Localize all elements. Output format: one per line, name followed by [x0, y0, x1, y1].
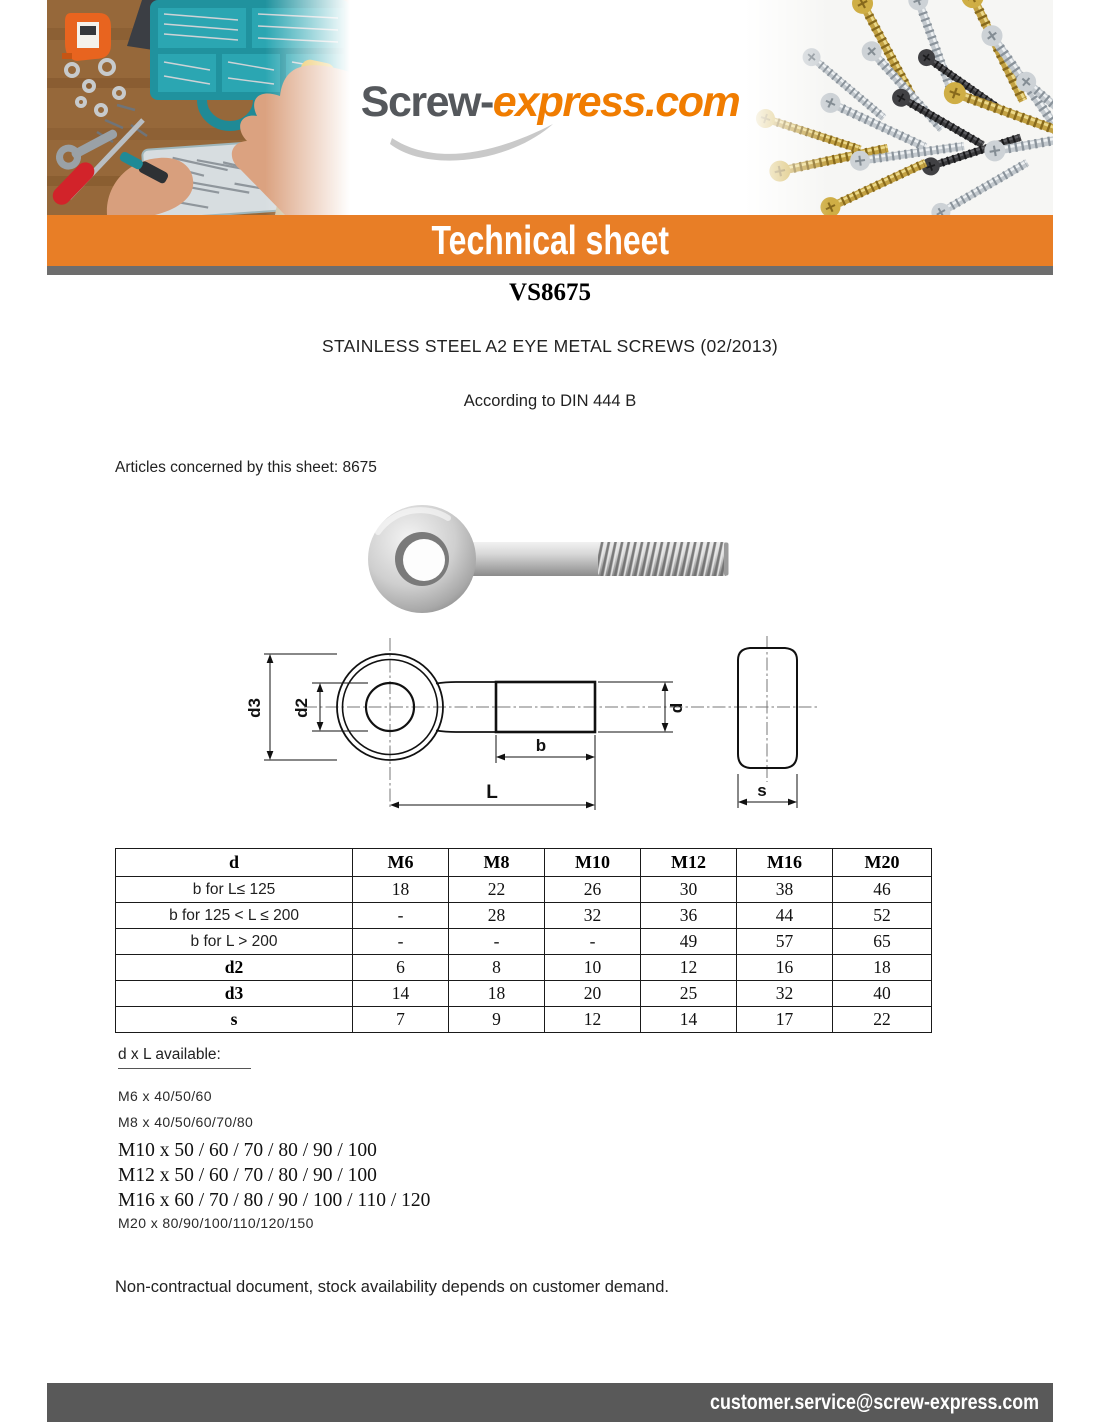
table-row: [116, 981, 932, 1007]
table-row: [116, 955, 932, 981]
table-cell: 14: [641, 1007, 737, 1033]
dimension-table-body: [116, 877, 932, 1033]
table-header-cell: M16: [737, 849, 833, 877]
table-cell: 8: [449, 955, 545, 981]
table-cell: 18: [353, 877, 449, 903]
articles-line: Articles concerned by this sheet: 8675: [115, 459, 377, 476]
standard-reference: According to DIN 444 B: [463, 392, 637, 410]
table-header-cell: M6: [353, 849, 449, 877]
table-cell: 26: [545, 877, 641, 903]
availability-item: M20 x 80/90/100/110/120/150: [118, 1215, 314, 1231]
table-cell: 14: [353, 981, 449, 1007]
table-header-cell: M8: [449, 849, 545, 877]
availability-item: M10 x 50 / 60 / 70 / 80 / 90 / 100: [118, 1140, 377, 1161]
table-cell: 32: [545, 903, 641, 929]
dim-label-d3: d3: [245, 698, 264, 718]
row-label-cell: b for L≤ 125: [116, 877, 353, 903]
logo-text-suffix: express.com: [492, 78, 740, 126]
table-cell: 22: [833, 1007, 932, 1033]
dim-label-d: d: [667, 702, 686, 714]
contact-email-link[interactable]: customer.service@screw-express.com: [710, 1390, 1039, 1414]
dimension-table-head: [116, 849, 932, 877]
banner-title: Technical sheet: [431, 217, 669, 263]
row-label-cell: b for 125 < L ≤ 200: [116, 903, 353, 929]
banner-divider: [47, 266, 1053, 275]
table-cell: 40: [833, 981, 932, 1007]
table-cell: 57: [737, 929, 833, 955]
footer-bar: [47, 1383, 1053, 1422]
eye-bolt-photo: [350, 500, 740, 623]
table-row: [116, 903, 932, 929]
document-code: VS8675: [509, 279, 591, 306]
table-cell: 22: [449, 877, 545, 903]
table-cell: 12: [641, 955, 737, 981]
logo-text-prefix: Screw-: [360, 78, 493, 126]
table-cell: 52: [833, 903, 932, 929]
table-cell: 20: [545, 981, 641, 1007]
table-cell: 18: [449, 981, 545, 1007]
table-cell: 25: [641, 981, 737, 1007]
table-cell: 44: [737, 903, 833, 929]
product-title: STAINLESS STEEL A2 EYE METAL SCREWS (02/2013): [321, 336, 779, 356]
table-cell: 7: [353, 1007, 449, 1033]
availability-list: [118, 1088, 430, 1241]
availability-item: M12 x 50 / 60 / 70 / 80 / 90 / 100: [118, 1165, 377, 1186]
table-cell: 36: [641, 903, 737, 929]
table-cell: -: [449, 929, 545, 955]
availability-item: M16 x 60 / 70 / 80 / 90 / 100 / 110 / 120: [118, 1190, 431, 1211]
table-cell: 46: [833, 877, 932, 903]
availability-item: M8 x 40/50/60/70/80: [118, 1114, 254, 1130]
table-cell: 16: [737, 955, 833, 981]
table-cell: 65: [833, 929, 932, 955]
table-cell: 18: [833, 955, 932, 981]
table-cell: 30: [641, 877, 737, 903]
row-label-cell: d2: [116, 955, 353, 981]
table-header-cell: M12: [641, 849, 737, 877]
table-cell: -: [353, 903, 449, 929]
workbench-photo: [47, 0, 350, 215]
banner: [47, 215, 1053, 266]
table-cell: 38: [737, 877, 833, 903]
availability-heading: d x L available:: [118, 1046, 251, 1069]
technical-drawing: [240, 622, 820, 823]
logo-swoosh-icon: [388, 120, 558, 165]
screws-photo: [745, 0, 1053, 215]
availability-item: M6 x 40/50/60: [118, 1088, 212, 1104]
row-label-cell: s: [116, 1007, 353, 1033]
row-label-cell: b for L > 200: [116, 929, 353, 955]
footnote: Non-contractual document, stock availability depends on customer demand.: [115, 1278, 669, 1296]
table-row: [116, 1007, 932, 1033]
table-header-row: [116, 849, 932, 877]
table-cell: 12: [545, 1007, 641, 1033]
table-cell: 32: [737, 981, 833, 1007]
table-cell: 10: [545, 955, 641, 981]
row-label-cell: d3: [116, 981, 353, 1007]
table-row: [116, 929, 932, 955]
dim-label-b: b: [535, 736, 547, 755]
table-cell: -: [353, 929, 449, 955]
dim-label-d2: d2: [292, 698, 311, 718]
table-cell: 17: [737, 1007, 833, 1033]
table-cell: 6: [353, 955, 449, 981]
table-header-cell: M10: [545, 849, 641, 877]
dim-label-s: s: [757, 781, 767, 800]
table-cell: 9: [449, 1007, 545, 1033]
table-cell: 28: [449, 903, 545, 929]
table-cell: 49: [641, 929, 737, 955]
table-cell: -: [545, 929, 641, 955]
dimension-table: [115, 848, 932, 1033]
table-header-cell: M20: [833, 849, 932, 877]
table-header-cell: d: [116, 849, 353, 877]
table-row: [116, 877, 932, 903]
dim-label-L: L: [486, 782, 498, 803]
